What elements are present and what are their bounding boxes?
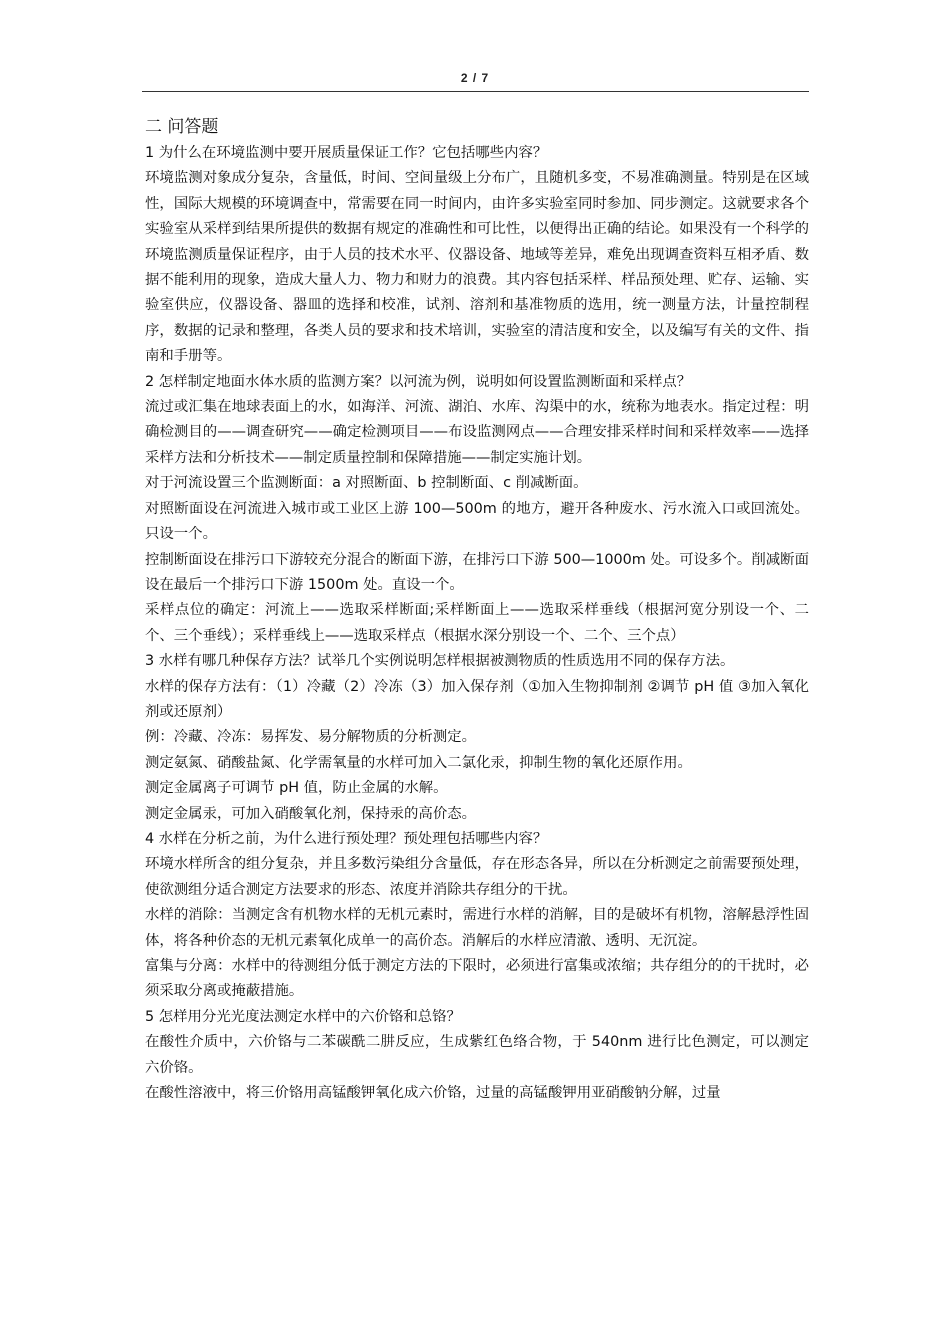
section-title: 二 问答题 <box>145 117 219 137</box>
answer-paragraph: 富集与分离：水样中的待测组分低于测定方法的下限时，必须进行富集或浓缩；共存组分的的干扰时，必须采取分离或掩蔽措施。 <box>145 958 809 1000</box>
question-1: 1 为什么在环境监测中要开展质量保证工作？它包括哪些内容？ <box>145 145 548 161</box>
answer-paragraph: 测定金属汞，可加入硝酸氧化剂，保持汞的高价态。 <box>145 805 476 822</box>
answer-paragraph: 控制断面设在排污口下游较充分混合的断面下游，在排污口下游 500—1000m 处。可设多个。削减断面设在最后一个排污口下游 1500m 处。直设一个。 <box>145 551 809 593</box>
answer-paragraph: 对于河流设置三个监测断面：a 对照断面、b 控制断面、c 削减断面。 <box>145 475 588 492</box>
question-5: 5 怎样用分光光度法测定水样中的六价铬和总铬？ <box>145 1008 461 1025</box>
answer-paragraph: 环境水样所含的组分复杂，并且多数污染组分含量低，存在形态各异，所以在分析测定之前需要预处理，使欲测组分适合测定方法要求的形态、浓度并消除共存组分的干扰。 <box>145 856 809 898</box>
answer-paragraph: 在酸性溶液中，将三价铬用高锰酸钾氧化成六价铬，过量的高锰酸钾用亚硝酸钠分解，过量 <box>145 1085 721 1102</box>
answer-paragraph: 在酸性介质中，六价铬与二苯碳酰二肼反应，生成紫红色络合物，于 540nm 进行比色测定，可以测定六价铬。 <box>145 1034 809 1076</box>
answer-paragraph: 水样的保存方法有：（1）冷藏（2）冷冻（3）加入保存剂（①加入生物抑制剂 ②调节 pH 值 ③加入氧化剂或还原剂） <box>145 678 809 720</box>
answer-paragraph: 水样的消除：当测定含有机物水样的无机元素时，需进行水样的消解，目的是破坏有机物，溶解悬浮性固体，将各种价态的无机元素氧化成单一的高价态。消解后的水样应清澈、透明、无沉淀。 <box>145 907 809 949</box>
answer-paragraph: 测定金属离子可调节 pH 值，防止金属的水解。 <box>145 780 448 797</box>
question-2: 2 怎样制定地面水体水质的监测方案？以河流为例，说明如何设置监测断面和采样点？ <box>145 373 692 390</box>
page-number: 2 / 7 <box>460 71 490 85</box>
answer-paragraph: 流过或汇集在地球表面上的水，如海洋、河流、湖泊、水库、沟渠中的水，统称为地表水。指定过程：明确检测目的——调查研究——确定检测项目——布设监测网点——合理安排采样时间和采样效率——选择采样方法和分析技术——制定质量控制和保障措施——制定实施计划。 <box>145 399 809 466</box>
answer-paragraph: 对照断面设在河流进入城市或工业区上游 100—500m 的地方，避开各种废水、污水流入口或回流处。只设一个。 <box>145 500 809 543</box>
answer-paragraph: 测定氨氮、硝酸盐氮、化学需氧量的水样可加入二氯化汞，抑制生物的氧化还原作用。 <box>145 754 692 771</box>
question-4: 4 水样在分析之前，为什么进行预处理？预处理包括哪些内容？ <box>145 830 548 847</box>
document-body <box>145 113 809 1106</box>
question-3: 3 水样有哪几种保存方法？试举几个实例说明怎样根据被测物质的性质选用不同的保存方法。 <box>145 653 735 670</box>
answer-paragraph: 环境监测对象成分复杂，含量低，时间、空间量级上分布广，且随机多变，不易准确测量。特别是在区域性，国际大规模的环境调查中，常需要在同一时间内，由许多实验室同时参加、同步测定。这就要求各个实验室从采样到结果所提供的数据有规定的准确性和可比性，以便得出正确的结论。如果没有一个科学的环境监测质量保证程序，由于人员的技术水平、仪器设备、地域等差异，难免出现调查资料互相矛盾、数据不能利用的现象，造成大量人力、物力和财力的浪费。其内容包括采样、样品预处理、贮存、运输、实验室供应，仪器设备、器皿的选择和校准，试剂、溶剂和基准物质的选用，统一测量方法，计量控制程序，数据的记录和整理，各类人员的要求和技术培训，实验室的清洁度和安全，以及编写有关的文件、指南和手册等。 <box>145 170 809 365</box>
answer-paragraph: 采样点位的确定：河流上——选取采样断面;采样断面上——选取采样垂线（根据河宽分别设一个、二个、三个垂线）；采样垂线上——选取采样点（根据水深分别设一个、二个、三个点） <box>145 602 809 644</box>
header-divider <box>142 91 809 92</box>
answer-paragraph: 例：冷藏、冷冻：易挥发、易分解物质的分析测定。 <box>145 729 476 746</box>
